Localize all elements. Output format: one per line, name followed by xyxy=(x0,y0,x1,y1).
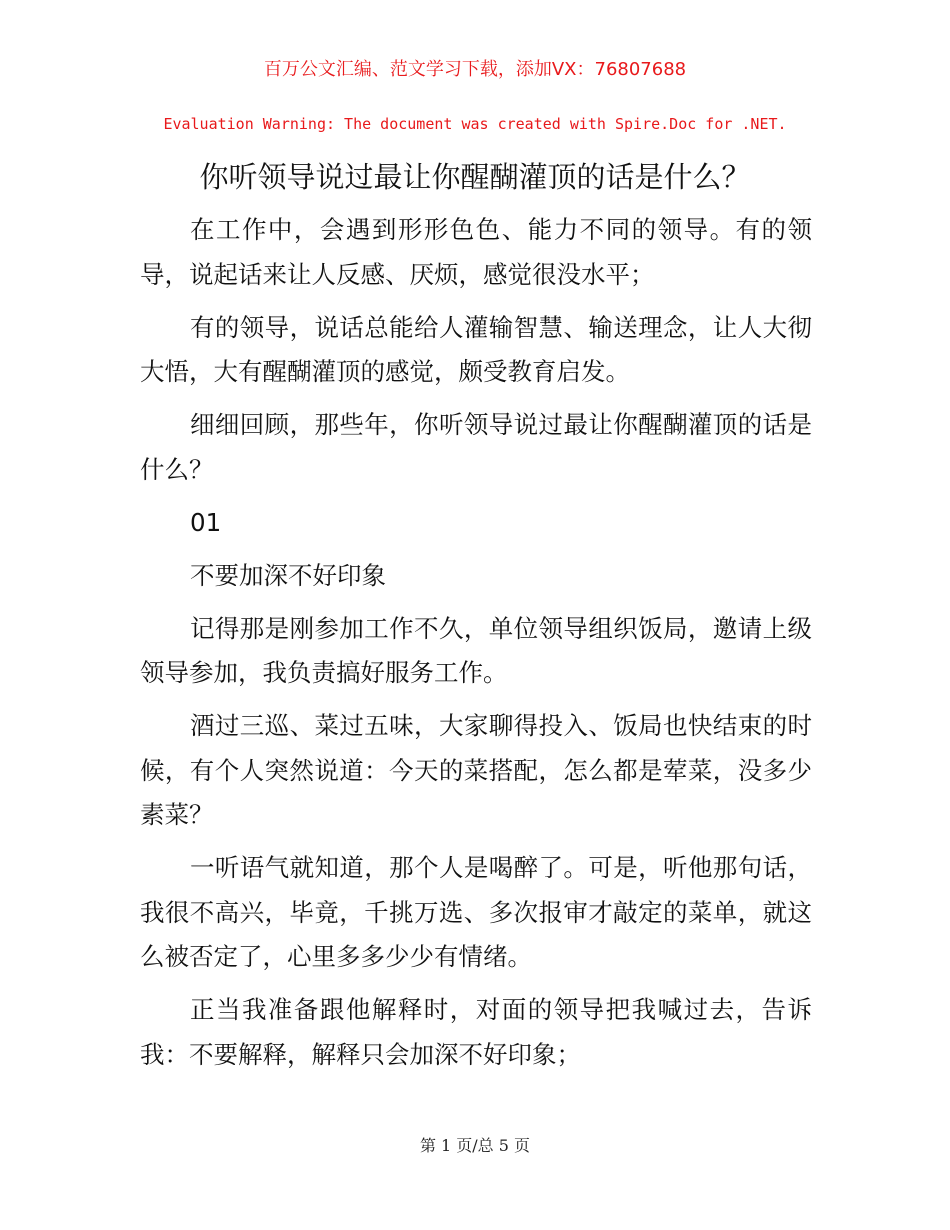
paragraph: 酒过三巡、菜过五味，大家聊得投入、饭局也快结束的时候，有个人突然说道：今天的菜搭配，怎么都是荤菜，没多少素菜？ xyxy=(140,711,812,829)
paragraph: 一听语气就知道，那个人是喝醉了。可是，听他那句话，我很不高兴，毕竟，千挑万选、多次报审才敲定的菜单，就这么被否定了，心里多多少少有情绪。 xyxy=(140,853,812,971)
paragraph: 正当我准备跟他解释时，对面的领导把我喊过去，告诉我：不要解释，解释只会加深不好印象； xyxy=(140,995,812,1069)
paragraph: 细细回顾，那些年，你听领导说过最让你醒醐灌顶的话是什么？ xyxy=(140,410,812,484)
section-number: 01 xyxy=(190,507,222,537)
section-heading: 不要加深不好印象 xyxy=(190,560,386,590)
paragraph: 有的领导，说话总能给人灌输智慧、输送理念，让人大彻大悟，大有醒醐灌顶的感觉，颇受教育启发。 xyxy=(140,312,812,386)
page-indicator: 第 1 页/总 5 页 xyxy=(419,1136,531,1155)
document-title: 你听领导说过最让你醒醐灌顶的话是什么？ xyxy=(199,160,751,194)
paragraph: 记得那是刚参加工作不久，单位领导组织饭局，邀请上级领导参加，我负责搞好服务工作。 xyxy=(140,613,812,687)
paragraph: 在工作中，会遇到形形色色、能力不同的领导。有的领导，说起话来让人反感、厌烦，感觉很没水平； xyxy=(140,215,812,289)
document-body xyxy=(140,208,812,1086)
promo-banner: 百万公文汇编、范文学习下载，添加VX：76807688 xyxy=(263,59,687,80)
evaluation-warning: Evaluation Warning: The document was created with Spire.Doc for .NET. xyxy=(163,115,787,133)
